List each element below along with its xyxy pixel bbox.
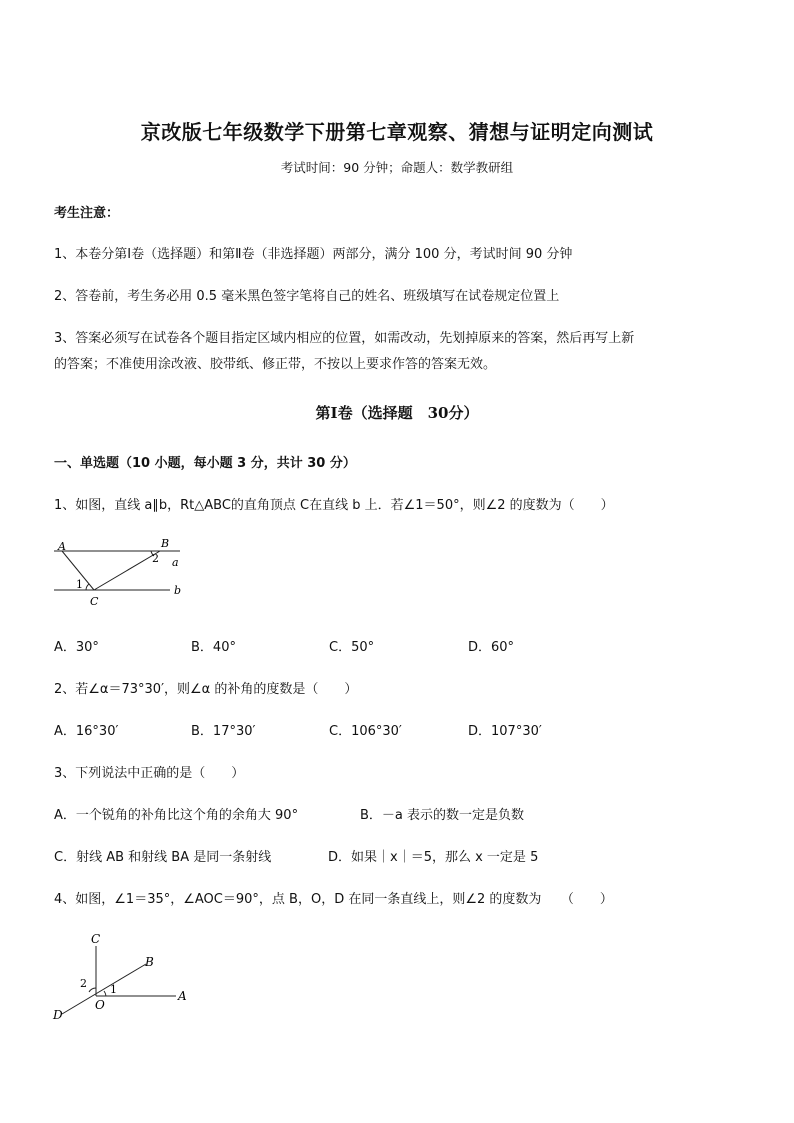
line-b-label: b bbox=[174, 584, 182, 597]
point-a-label: A bbox=[178, 989, 187, 1003]
point-b-label: B bbox=[145, 955, 154, 969]
option-d: D．如果｜x｜＝5，那么 x 一定是 5 bbox=[328, 850, 539, 865]
point-a-label: A bbox=[58, 540, 66, 553]
point-c-label: C bbox=[90, 595, 99, 608]
segment-bc bbox=[94, 551, 160, 590]
point-o-label: O bbox=[95, 998, 105, 1012]
point-b-label: B bbox=[161, 537, 170, 550]
point-d-label: D bbox=[53, 1008, 63, 1022]
line-a-label: a bbox=[172, 556, 179, 569]
angle-1-label: 1 bbox=[76, 578, 83, 591]
option-c: C．106°30′ bbox=[329, 724, 402, 739]
angle-2-label: 2 bbox=[152, 552, 159, 565]
option-b: B．－a 表示的数一定是负数 bbox=[360, 808, 525, 823]
angle-2-label: 2 bbox=[80, 977, 87, 990]
question-1-stem: 1、如图，直线 a∥b，Rt△ABC的直角顶点 C在直线 b 上．若∠1＝50°，则∠2 的度数为（ ） bbox=[54, 498, 614, 513]
angle-1-label: 1 bbox=[110, 983, 117, 996]
option-a: A．16°30′ bbox=[54, 724, 119, 739]
notice-item: 3、答案必须写在试卷各个题目指定区域内相应的位置，如需改动，先划掉原来的答案，然后再写上新 bbox=[54, 331, 635, 346]
notice-heading: 考生注意： bbox=[54, 206, 120, 221]
angle-2-arc bbox=[89, 988, 96, 992]
option-a: A．30° bbox=[54, 640, 99, 655]
page-title: 京改版七年级数学下册第七章观察、猜想与证明定向测试 bbox=[140, 120, 654, 144]
question-4-figure bbox=[48, 930, 198, 1022]
question-3-stem: 3、下列说法中正确的是（ ） bbox=[54, 766, 245, 781]
exam-info: 考试时间：90 分钟；命题人：数学教研组 bbox=[280, 160, 514, 175]
question-2-stem: 2、若∠α＝73°30′，则∠α 的补角的度数是（ ） bbox=[54, 682, 358, 697]
notice-item: 1、本卷分第Ⅰ卷（选择题）和第Ⅱ卷（非选择题）两部分，满分 100 分，考试时间 90 分钟 bbox=[54, 247, 573, 262]
option-d: D．107°30′ bbox=[468, 724, 542, 739]
section-heading: 一、单选题（10 小题，每小题 3 分，共计 30 分） bbox=[54, 456, 356, 471]
question-1-figure bbox=[48, 536, 198, 610]
option-a: A．一个锐角的补角比这个角的余角大 90° bbox=[54, 808, 299, 823]
option-b: B．40° bbox=[191, 640, 236, 655]
notice-item: 2、答卷前，考生务必用 0.5 毫米黑色签字笔将自己的姓名、班级填写在试卷规定位置上 bbox=[54, 289, 560, 304]
point-c-label: C bbox=[91, 932, 101, 946]
option-d: D．60° bbox=[468, 640, 515, 655]
angle-1-arc bbox=[86, 584, 89, 590]
notice-item: 的答案；不准使用涂改液、胶带纸、修正带，不按以上要求作答的答案无效。 bbox=[54, 357, 497, 372]
option-c: C．射线 AB 和射线 BA 是同一条射线 bbox=[54, 850, 272, 865]
option-c: C．50° bbox=[329, 640, 375, 655]
part-title: 第Ⅰ卷（选择题 30分） bbox=[315, 404, 479, 422]
option-b: B．17°30′ bbox=[191, 724, 256, 739]
question-4-stem: 4、如图，∠1＝35°，∠AOC＝90°，点 B，O，D 在同一条直线上，则∠2 的度数为 （ ） bbox=[54, 892, 613, 907]
angle-1-arc bbox=[104, 991, 106, 996]
